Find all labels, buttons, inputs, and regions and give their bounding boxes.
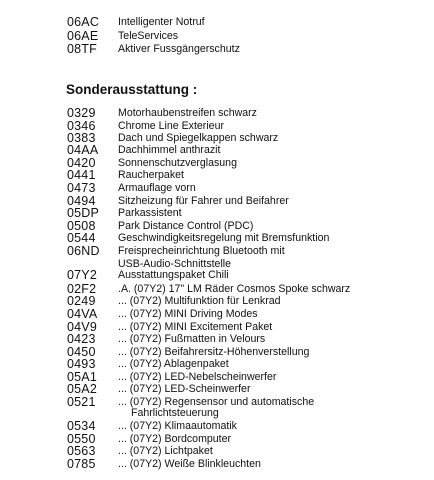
equipment-row [0, 444, 434, 458]
equipment-description: ... (07Y2) MINI Excitement Paket [118, 321, 273, 333]
equipment-row [0, 29, 434, 43]
equipment-row [0, 382, 434, 396]
equipment-code: 04VA [67, 307, 98, 321]
equipment-row-continuation [0, 406, 434, 420]
equipment-description: Park Distance Control (PDC) [118, 220, 254, 232]
equipment-row [0, 143, 434, 157]
equipment-code: 04AA [67, 143, 99, 157]
equipment-row [0, 15, 434, 29]
equipment-code: 06ND [67, 244, 100, 258]
equipment-row [0, 168, 434, 182]
equipment-description: ... (07Y2) Fußmatten in Velours [118, 333, 266, 345]
equipment-code: 0450 [67, 345, 96, 359]
equipment-code: 0420 [67, 156, 96, 170]
equipment-code: 0441 [67, 168, 96, 182]
equipment-row [0, 307, 434, 321]
equipment-row [0, 206, 434, 220]
equipment-code: 05A2 [67, 382, 97, 396]
equipment-description: Chrome Line Exterieur [118, 120, 224, 132]
equipment-description: Geschwindigkeitsregelung mit Bremsfunktion [118, 232, 330, 244]
equipment-row [0, 419, 434, 433]
equipment-row [0, 106, 434, 120]
equipment-code: 0550 [67, 432, 96, 446]
equipment-code: 0563 [67, 444, 96, 458]
equipment-code: 0521 [67, 395, 96, 409]
equipment-description: Sitzheizung für Fahrer und Beifahrer [118, 195, 289, 207]
equipment-row [0, 457, 434, 471]
equipment-code: 02F2 [67, 282, 97, 296]
equipment-code: 08TF [67, 42, 97, 56]
equipment-code: 06AE [67, 29, 99, 43]
equipment-row [0, 294, 434, 308]
equipment-row [0, 268, 434, 282]
equipment-description: ... (07Y2) Regensensor und automatische [118, 396, 315, 408]
equipment-description: .A. (07Y2) 17" LM Räder Cosmos Spoke schwarz [118, 283, 351, 295]
equipment-row [0, 357, 434, 371]
equipment-description: ... (07Y2) LED-Scheinwerfer [118, 383, 251, 395]
equipment-description: Parkassistent [118, 207, 182, 219]
equipment-description: Sonnenschutzverglasung [118, 157, 237, 169]
equipment-code: 05A1 [67, 370, 97, 384]
equipment-code: 06AC [67, 15, 100, 29]
equipment-description: Armauflage vorn [118, 182, 196, 194]
equipment-description: Aktiver Fussgängerschutz [118, 43, 240, 55]
equipment-code: 05DP [67, 206, 100, 220]
equipment-code: 0329 [67, 106, 96, 120]
equipment-code: 0493 [67, 357, 96, 371]
equipment-code: 04V9 [67, 320, 97, 334]
equipment-description: Motorhaubenstreifen schwarz [118, 107, 257, 119]
equipment-code: 0544 [67, 231, 96, 245]
equipment-description: Raucherpaket [118, 169, 184, 181]
equipment-row [0, 332, 434, 346]
equipment-code: 0249 [67, 294, 96, 308]
equipment-description: ... (07Y2) Beifahrersitz-Höhenverstellung [118, 346, 310, 358]
equipment-description: Dachhimmel anthrazit [118, 144, 221, 156]
equipment-code: 0785 [67, 457, 96, 471]
equipment-description: ... (07Y2) LED-Nebelscheinwerfer [118, 371, 277, 383]
equipment-row [0, 244, 434, 258]
equipment-row [0, 181, 434, 195]
equipment-description: Fahrlichtsteuerung [131, 407, 219, 419]
equipment-code: 07Y2 [67, 268, 97, 282]
section-heading: Sonderausstattung : [66, 82, 198, 97]
equipment-description: Freisprecheinrichtung Bluetooth mit [118, 245, 285, 257]
equipment-row [0, 42, 434, 56]
equipment-description: ... (07Y2) Multifunktion für Lenkrad [118, 295, 281, 307]
equipment-row [0, 231, 434, 245]
equipment-description: ... (07Y2) MINI Driving Modes [118, 308, 258, 320]
equipment-description: Ausstattungspaket Chili [118, 269, 229, 281]
equipment-description: USB-Audio-Schnittstelle [118, 258, 232, 270]
equipment-code: 0346 [67, 119, 96, 133]
equipment-code: 0473 [67, 181, 96, 195]
equipment-description: ... (07Y2) Bordcomputer [118, 433, 232, 445]
equipment-description: ... (07Y2) Ablagenpaket [118, 358, 229, 370]
equipment-code: 0383 [67, 131, 96, 145]
equipment-code: 0494 [67, 194, 96, 208]
equipment-code: 0508 [67, 219, 96, 233]
equipment-description: ... (07Y2) Lichtpaket [118, 445, 213, 457]
equipment-description: TeleServices [118, 30, 179, 42]
equipment-description: Intelligenter Notruf [118, 16, 205, 28]
equipment-code: 0534 [67, 419, 96, 433]
equipment-description: ... (07Y2) Klimaautomatik [118, 420, 237, 432]
equipment-description: Dach und Spiegelkappen schwarz [118, 132, 279, 144]
equipment-code: 0423 [67, 332, 96, 346]
equipment-description: ... (07Y2) Weiße Blinkleuchten [118, 458, 261, 470]
